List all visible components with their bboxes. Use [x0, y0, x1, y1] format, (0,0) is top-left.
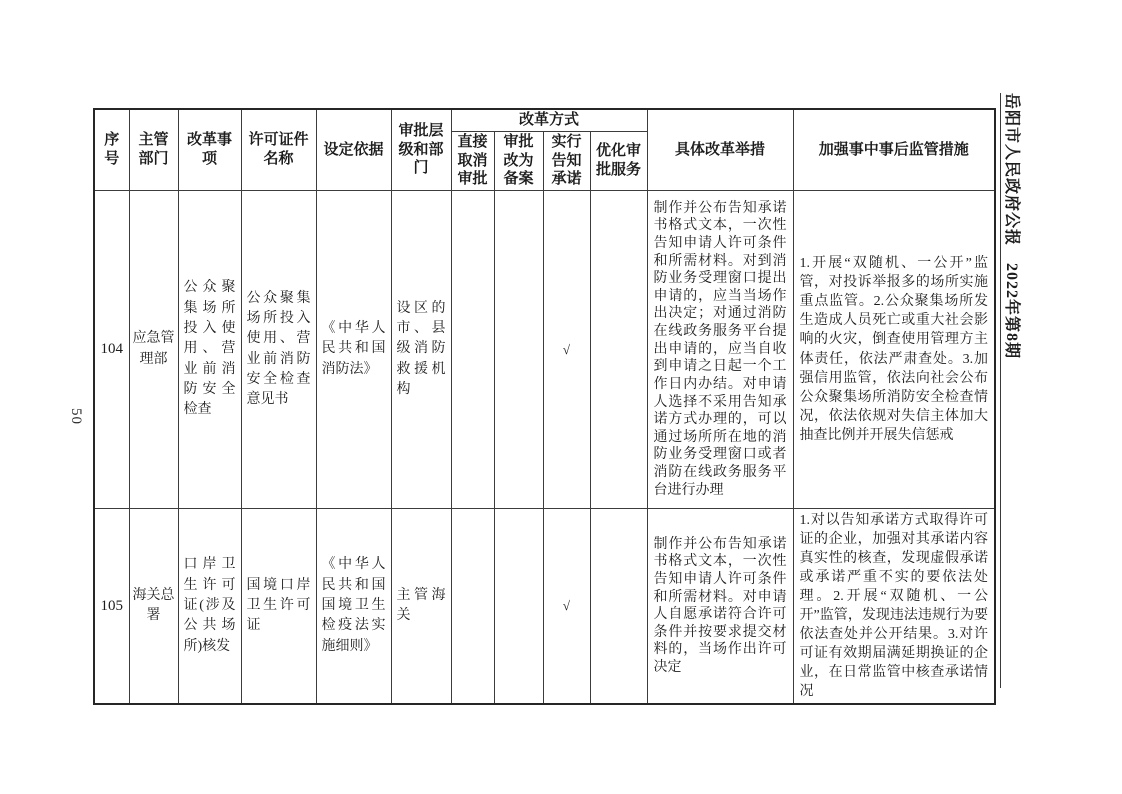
cell-supervision: 1.开展“双随机、一公开”监管，对投诉举报多的场所实施重点监管。2.公众聚集场所发生造成人员死亡或重大社会影响的火灾，倒查使用管理方主体责任，依法严肃查处。3.加强信用监管，依法向社会公布公众聚集场所消防安全检查情况，依法依规对失信主体加大抽查比例并开展失信惩戒 — [793, 191, 995, 509]
cell-dept: 海关总署 — [129, 509, 178, 705]
col-header-license: 许可证件名称 — [241, 109, 316, 191]
cell-mode-cancel — [451, 509, 494, 705]
col-header-basis: 设定依据 — [316, 109, 391, 191]
col-header-mode-commitment: 实行告知承诺 — [543, 131, 590, 190]
table-row — [94, 509, 995, 705]
col-header-reform-mode-group: 改革方式 — [451, 109, 647, 131]
table-row — [94, 191, 995, 509]
gazette-running-header: 岳阳市人民政府公报 2022年第8期 — [1003, 93, 1020, 360]
cell-license: 国境口岸卫生许可证 — [241, 509, 316, 705]
cell-measures: 制作并公布告知承诺书格式文本，一次性告知申请人许可条件和所需材料。对申请人自愿承诺符合许可条件并按要求提交材料的，当场作出许可决定 — [647, 509, 793, 705]
cell-license: 公众聚集场所投入使用、营业前消防安全检查意见书 — [241, 191, 316, 509]
cell-measures: 制作并公布告知承诺书格式文本，一次性告知申请人许可条件和所需材料。对到消防业务受理窗口提出申请的，应当当场作出决定；对通过消防在线政务服务平台提出申请的，应当自收到申请之日起一个工作日内办结。对申请人选择不采用告知承诺方式办理的，可以通过场所所在地的消防业务受理窗口或者消防在线政务服务平台进行办理 — [647, 191, 793, 509]
header-row-group — [94, 109, 995, 131]
reform-items-table — [93, 108, 996, 705]
cell-item: 口岸卫生许可证(涉及公共场所)核发 — [178, 509, 241, 705]
cell-supervision: 1.对以告知承诺方式取得许可证的企业，加强对其承诺内容真实性的核查，发现虚假承诺或承诺严重不实的要依法处理。2.开展“双随机、一公开”监管，发现违法违规行为要依法查处并公开结果。3.对许可证有效期届满延期换证的企业，在日常监管中核查承诺情况 — [793, 509, 995, 705]
col-header-mode-optimize: 优化审批服务 — [590, 131, 647, 190]
cell-mode-cancel — [451, 191, 494, 509]
cell-basis: 《中华人民共和国消防法》 — [316, 191, 391, 509]
cell-item: 公众聚集场所投入使用、营业前消防安全检查 — [178, 191, 241, 509]
col-header-dept: 主管部门 — [129, 109, 178, 191]
col-header-mode-record: 审批改为备案 — [494, 131, 543, 190]
page-number: 50 — [68, 408, 84, 425]
col-header-measures: 具体改革举措 — [647, 109, 793, 191]
cell-basis: 《中华人民共和国国境卫生检疫法实施细则》 — [316, 509, 391, 705]
cell-mode-record — [494, 509, 543, 705]
cell-no: 105 — [94, 509, 129, 705]
cell-dept: 应急管理部 — [129, 191, 178, 509]
col-header-item: 改革事项 — [178, 109, 241, 191]
gazette-vertical-rule — [1000, 93, 1001, 688]
cell-level: 设区的市、县级消防救援机构 — [391, 191, 451, 509]
checkmark: √ — [543, 509, 590, 705]
cell-no: 104 — [94, 191, 129, 509]
checkmark: √ — [543, 191, 590, 509]
col-header-no: 序号 — [94, 109, 129, 191]
cell-mode-record — [494, 191, 543, 509]
col-header-level: 审批层级和部门 — [391, 109, 451, 191]
col-header-mode-cancel: 直接取消审批 — [451, 131, 494, 190]
cell-level: 主管海关 — [391, 509, 451, 705]
col-header-supervision: 加强事中事后监管措施 — [793, 109, 995, 191]
cell-mode-optimize — [590, 191, 647, 509]
cell-mode-optimize — [590, 509, 647, 705]
